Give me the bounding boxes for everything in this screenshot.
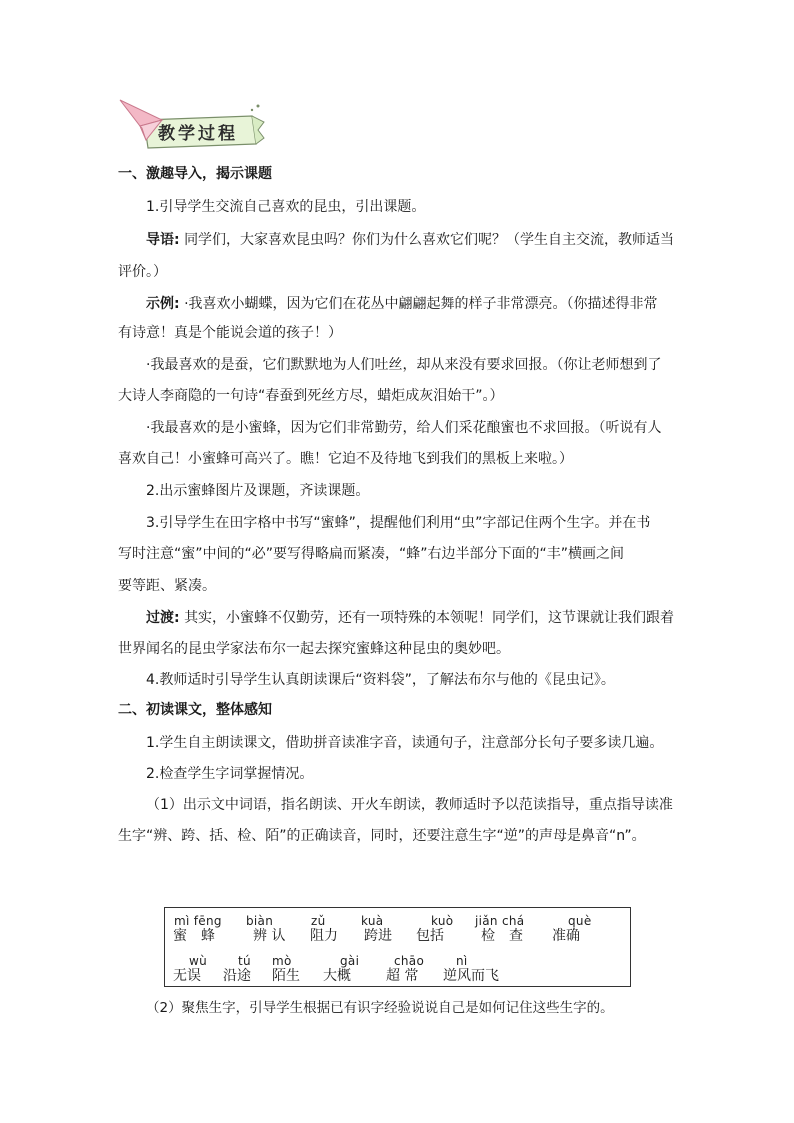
word: 蜜 蜂 xyxy=(173,928,215,944)
paragraph: （2）聚焦生字，引导学生根据已有识字经验说说自己是如何记住这些生字的。 xyxy=(146,1000,614,1016)
paragraph: （1）出示文中词语，指名朗读、开火车朗读，教师适时予以范读指导，重点指导读准 xyxy=(146,797,673,813)
paragraph: ·我最喜欢的是小蜜蜂，因为它们非常勤劳，给人们采花酿蜜也不求回报。（听说有人 xyxy=(146,420,662,436)
paragraph-cont: 世界闻名的昆虫学家法布尔一起去探究蜜蜂这种昆虫的奥妙吧。 xyxy=(118,641,510,657)
word: 沿途 xyxy=(223,968,251,984)
paragraph: 3.引导学生在田字格中书写“蜜蜂”，提醒他们利用“虫”字部记住两个生字。并在书 xyxy=(146,515,651,531)
pinyin: kuò xyxy=(431,914,454,928)
teaching-process-banner xyxy=(118,98,268,156)
paragraph-cont: 大诗人李商隐的一句诗“春蚕到死丝方尽，蜡炬成灰泪始干”。） xyxy=(118,388,504,404)
text: 同学们，大家喜欢昆虫吗？你们为什么喜欢它们呢？（学生自主交流，教师适当 xyxy=(184,232,675,248)
word: 准确 xyxy=(552,928,580,944)
pinyin: què xyxy=(568,914,592,928)
pinyin: wù xyxy=(189,954,208,968)
word: 陌生 xyxy=(272,968,300,984)
paragraph-daoyu xyxy=(146,230,674,250)
paragraph-cont: 写时注意“蜜”中间的“必”要写得略扁而紧凑，“蜂”右边半部分下面的“丰”横画之间 xyxy=(118,546,625,562)
pinyin: jiǎn chá xyxy=(475,914,525,928)
pinyin: biàn xyxy=(246,914,274,928)
pinyin: mò xyxy=(272,954,292,968)
paragraph-cont: 生字“辨、跨、括、检、陌”的正确读音，同时，还要注意生字“逆”的声母是鼻音“n”。 xyxy=(118,828,646,844)
banner-title: 教学过程 xyxy=(158,124,238,144)
word: 超 常 xyxy=(386,968,419,984)
section-heading-1: 一、激趣导入，揭示课题 xyxy=(118,166,272,182)
pinyin: kuà xyxy=(361,914,384,928)
word: 辨 认 xyxy=(253,928,286,944)
word: 跨进 xyxy=(364,928,392,944)
paragraph-cont: 喜欢自己！小蜜蜂可高兴了。瞧！它迫不及待地飞到我们的黑板上来啦。） xyxy=(118,451,573,467)
pinyin: nì xyxy=(456,954,468,968)
pinyin: mì fēng xyxy=(174,914,222,928)
label: 示例: xyxy=(146,296,180,312)
label: 过渡: xyxy=(146,610,180,626)
paragraph: 1.学生自主朗读课文，借助拼音读准字音，读通句子，注意部分长句子要多读几遍。 xyxy=(146,735,664,751)
word: 检 查 xyxy=(481,928,523,944)
label: 导语: xyxy=(146,232,180,248)
paragraph: 2.出示蜜蜂图片及课题，齐读课题。 xyxy=(146,483,370,499)
text: 其实，小蜜蜂不仅勤劳，还有一项特殊的本领呢！同学们，这节课就让我们跟着 xyxy=(184,610,675,626)
word: 阻力 xyxy=(310,928,338,944)
paragraph: 1.引导学生交流自己喜欢的昆虫，引出课题。 xyxy=(146,199,426,215)
paragraph: 2.检查学生字词掌握情况。 xyxy=(146,766,314,782)
pinyin: tú xyxy=(238,954,251,968)
text: ·我喜欢小蝴蝶，因为它们在花丛中翩翩起舞的样子非常漂亮。（你描述得非常 xyxy=(184,296,658,312)
paragraph-example xyxy=(146,294,658,314)
paragraph: ·我最喜欢的是蚕，它们默默地为人们吐丝，却从来没有要求回报。（你让老师想到了 xyxy=(146,357,662,373)
word: 逆风而飞 xyxy=(443,968,499,984)
word: 无误 xyxy=(173,968,201,984)
paragraph: 4.教师适时引导学生认真朗读课后“资料袋”，了解法布尔与他的《昆虫记》。 xyxy=(146,672,615,688)
paragraph-cont: 要等距、紧凑。 xyxy=(118,578,216,594)
word: 大概 xyxy=(323,968,351,984)
paragraph-cont: 有诗意！真是个能说会道的孩子！） xyxy=(118,325,342,341)
vocabulary-box xyxy=(164,907,631,987)
pinyin: gài xyxy=(340,954,360,968)
pinyin: zǔ xyxy=(311,914,326,928)
word: 包括 xyxy=(416,928,444,944)
paragraph-cont: 评价。） xyxy=(118,264,167,280)
paragraph-transition xyxy=(146,608,674,628)
section-heading-2: 二、初读课文，整体感知 xyxy=(118,702,272,718)
pinyin: chāo xyxy=(394,954,425,968)
